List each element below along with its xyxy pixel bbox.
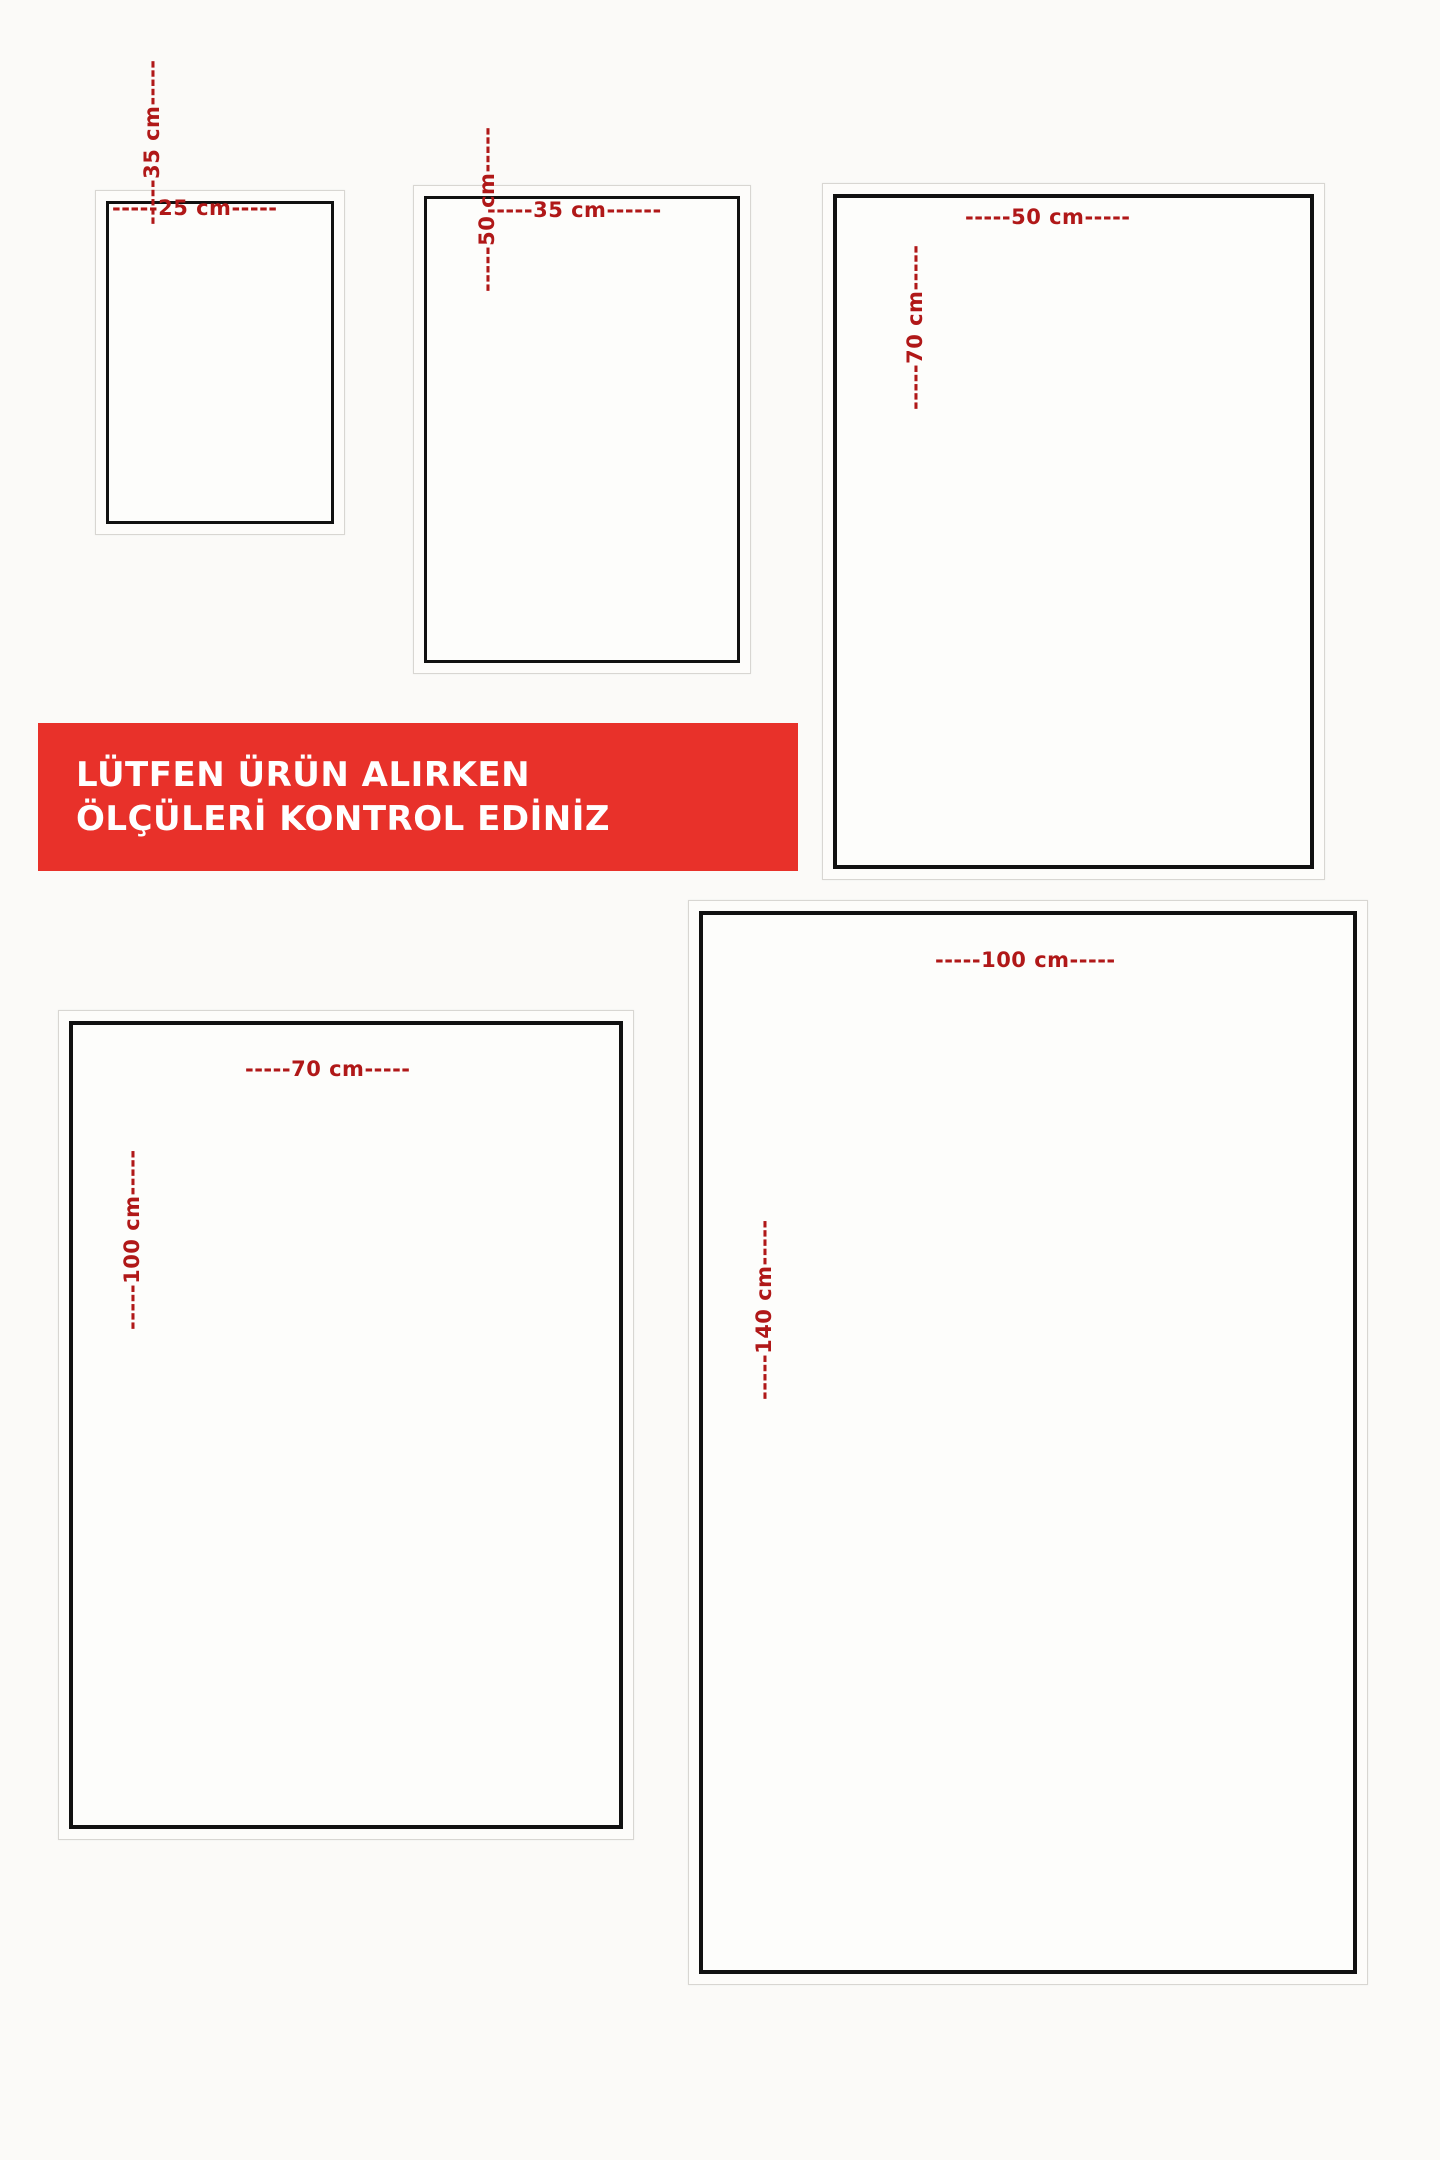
frame-25x35 [95, 190, 345, 535]
frame-100x140 [688, 900, 1368, 1985]
frame-25x35-inner [106, 201, 334, 524]
warning-line-2: ÖLÇÜLERİ KONTROL EDİNİZ [76, 799, 611, 839]
frame-35x50-width-label: -----35 cm------ [487, 198, 662, 222]
frame-35x50-height-label: -----50 cm----- [475, 126, 499, 292]
frame-35x50 [413, 185, 751, 674]
frame-70x100-width-label: -----70 cm----- [245, 1057, 411, 1081]
frame-100x140-height-label: -----140 cm----- [752, 1219, 776, 1400]
frame-25x35-width-label: -----25 cm----- [112, 196, 278, 220]
frame-70x100-inner [69, 1021, 623, 1829]
frame-50x70 [822, 183, 1325, 880]
frame-25x35-height-label: -----35 cm----- [140, 59, 164, 225]
frame-50x70-width-label: -----50 cm----- [965, 205, 1131, 229]
frame-50x70-height-label: -----70 cm----- [903, 244, 927, 410]
frame-35x50-inner [424, 196, 740, 663]
frame-100x140-width-label: -----100 cm----- [935, 948, 1116, 972]
warning-line-1: LÜTFEN ÜRÜN ALIRKEN [76, 754, 531, 795]
frame-70x100-height-label: -----100 cm----- [120, 1149, 144, 1330]
frame-100x140-inner [699, 911, 1357, 1974]
frame-70x100 [58, 1010, 634, 1840]
warning-banner [38, 723, 798, 871]
